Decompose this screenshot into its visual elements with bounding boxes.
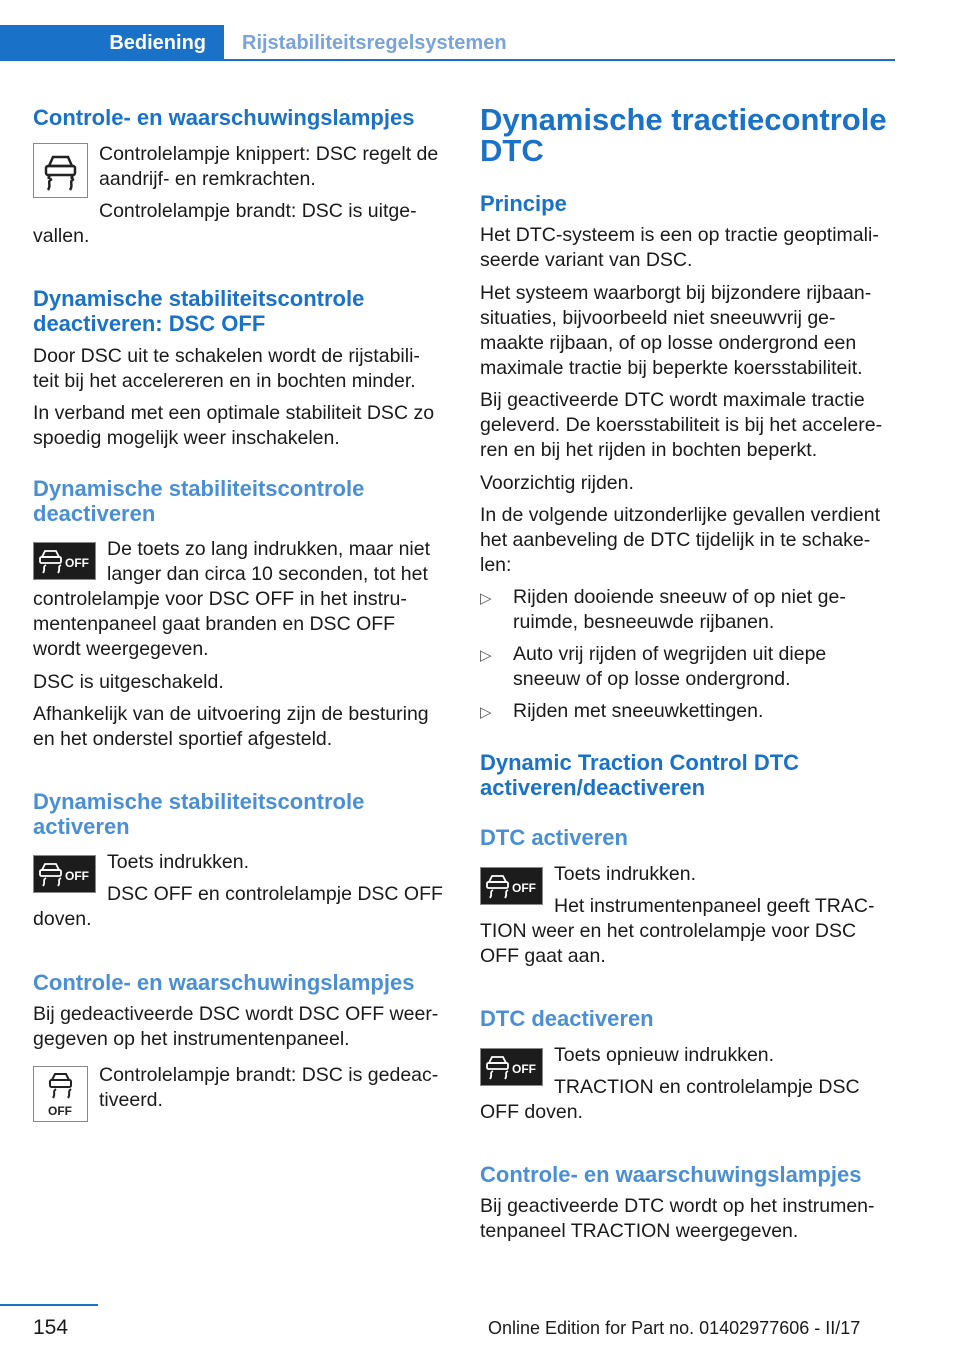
heading-dtc-deactivate: DTC deactiveren	[480, 1006, 654, 1031]
text-dsc-off-shown-2: gegeven op het instrumentenpaneel.	[33, 1028, 350, 1050]
text-exceptions-2: het aanbeveling de DTC tijdelijk in te schake-	[480, 529, 871, 551]
text-press-key-3: controlelampje voor DSC OFF in het instru-	[33, 588, 407, 610]
text-traction-out-1: TRACTION en controlelampje DSC	[554, 1076, 860, 1098]
list-item-1-line-1: Rijden dooiende sneeuw of op niet ge-	[513, 586, 846, 608]
heading-warning-lamps-2: Controle- en waarschuwingslampjes	[33, 970, 415, 995]
footer-divider	[0, 1304, 98, 1306]
section-tab-bediening[interactable]: Bediening	[0, 25, 224, 61]
heading-dtc-activate: DTC activeren	[480, 825, 628, 850]
list-item-2-line-2: sneeuw of op losse ondergrond.	[513, 668, 791, 690]
dsc-off-button-icon	[480, 1048, 543, 1086]
text-press-key-4: mentenpaneel gaat branden en DSC OFF	[33, 613, 396, 635]
text-press-key-1: De toets zo lang indrukken, maar niet	[107, 538, 431, 560]
text-stability-2: spoedig mogelijk weer inschakelen.	[33, 427, 340, 449]
text-dtc-guarantee-1: Het systeem waarborgt bij bijzondere rijbaan-	[480, 282, 872, 304]
list-item-1-line-2: ruimde, besneeuwde rijbanen.	[513, 611, 775, 633]
text-lamp-blinks-2: aandrijf- en remkrachten.	[99, 168, 316, 190]
off-label: OFF	[65, 556, 89, 570]
text-dtc-guarantee-2: situaties, bijvoorbeeld niet sneeuwvrij ge-	[480, 307, 836, 329]
text-dtc-active-2: geleverd. De koersstabiliteit is bij het accelere-	[480, 414, 883, 436]
text-press-key-2: langer dan circa 10 seconden, tot het	[107, 563, 428, 585]
text-traction-shown-3: OFF gaat aan.	[480, 945, 606, 967]
text-dtc-guarantee-4: maximale tractie bij beperkte koersstabiliteit.	[480, 357, 863, 379]
text-dsc-disabled: DSC is uitgeschakeld.	[33, 671, 224, 693]
off-label: OFF	[512, 1062, 536, 1076]
heading-dsc-off-2: deactiveren: DSC OFF	[33, 311, 266, 336]
heading-dsc-deactivate-2: deactiveren	[33, 501, 156, 526]
section-tab-rijstabiliteit[interactable]: Rijstabiliteitsregelsystemen	[242, 31, 507, 54]
heading-dtc-2: DTC	[480, 133, 544, 168]
bullet-icon: ▷	[480, 704, 492, 721]
header-divider	[0, 59, 895, 61]
heading-dsc-activate-2: activeren	[33, 814, 130, 839]
text-lamp-deactivated-1: Controlelampje brandt: DSC is gedeac-	[99, 1064, 439, 1086]
page-header	[0, 25, 895, 61]
heading-warning-lamps: Controle- en waarschuwingslampjes	[33, 105, 415, 130]
text-exceptions-3: len:	[480, 554, 512, 576]
dsc-off-button-icon	[33, 542, 96, 580]
off-label: OFF	[65, 869, 89, 883]
text-dsc-off-1: Door DSC uit te schakelen wordt de rijstabili-	[33, 345, 420, 367]
heading-warning-lamps-3: Controle- en waarschuwingslampjes	[480, 1162, 862, 1187]
text-stability-1: In verband met een optimale stabiliteit DSC zo	[33, 402, 435, 424]
text-lamp-on-1: Controlelampje brandt: DSC is uitge-	[99, 200, 417, 222]
text-lamp-deactivated-2: tiveerd.	[99, 1089, 163, 1111]
heading-dtc-toggle-1: Dynamic Traction Control DTC	[480, 750, 800, 775]
heading-dsc-activate-1: Dynamische stabiliteitscontrole	[33, 789, 365, 814]
off-label: OFF	[512, 881, 536, 895]
text-dtc-system-2: seerde variant van DSC.	[480, 249, 693, 271]
text-dsc-off-shown-1: Bij gedeactiveerde DSC wordt DSC OFF weer-	[33, 1003, 439, 1025]
text-drive-careful: Voorzichtig rijden.	[480, 472, 634, 494]
text-sport-1: Afhankelijk van de uitvoering zijn de besturing	[33, 703, 429, 725]
text-traction-shown-1: Het instrumentenpaneel geeft TRAC-	[554, 895, 875, 917]
text-lamp-on-2: vallen.	[33, 225, 90, 247]
bullet-icon: ▷	[480, 590, 492, 607]
heading-principle: Principe	[480, 191, 567, 216]
text-dtc-active-3: ren en bij het rijden in bochten beperkt.	[480, 439, 818, 461]
dsc-warning-lamp-icon	[33, 143, 88, 198]
text-dtc-guarantee-3: maakte rijbaan, of op losse ondergrond een	[480, 332, 857, 354]
dsc-off-button-icon	[33, 855, 96, 893]
list-item-2-line-1: Auto vrij rijden of wegrijden uit diepe	[513, 643, 827, 665]
text-press-key-5: wordt weergegeven.	[33, 638, 209, 660]
text-exceptions-1: In de volgende uitzonderlijke gevallen verdient	[480, 504, 881, 526]
text-traction-out-2: OFF doven.	[480, 1101, 583, 1123]
text-dtc-press-again: Toets opnieuw indrukken.	[554, 1044, 775, 1066]
list-item-3-line-1: Rijden met sneeuwkettingen.	[513, 700, 764, 722]
off-label: OFF	[48, 1104, 72, 1118]
page-number: 154	[33, 1316, 69, 1339]
text-dsc-off-out-2: doven.	[33, 908, 92, 930]
dsc-off-lamp-icon	[33, 1066, 88, 1122]
text-dtc-press: Toets indrukken.	[554, 863, 696, 885]
edition-note: Online Edition for Part no. 01402977606 - II/17	[488, 1318, 861, 1338]
dsc-off-button-icon	[480, 867, 543, 905]
text-traction-shown-2: TION weer en het controlelampje voor DSC	[480, 920, 857, 942]
text-traction-panel-1: Bij geactiveerde DTC wordt op het instrumen-	[480, 1195, 875, 1217]
text-traction-panel-2: tenpaneel TRACTION weergegeven.	[480, 1220, 799, 1242]
text-dtc-active-1: Bij geactiveerde DTC wordt maximale tractie	[480, 389, 865, 411]
bullet-icon: ▷	[480, 647, 492, 664]
heading-dtc-1: Dynamische tractiecontrole	[480, 102, 887, 137]
text-dtc-system-1: Het DTC-systeem is een op tractie geoptimali-	[480, 224, 879, 246]
heading-dtc-toggle-2: activeren/deactiveren	[480, 775, 706, 800]
text-press-key: Toets indrukken.	[107, 851, 249, 873]
text-dsc-off-out-1: DSC OFF en controlelampje DSC OFF	[107, 883, 443, 905]
heading-dsc-off-1: Dynamische stabiliteitscontrole	[33, 286, 365, 311]
heading-dsc-deactivate-1: Dynamische stabiliteitscontrole	[33, 476, 365, 501]
text-dsc-off-2: teit bij het accelereren en in bochten minder.	[33, 370, 416, 392]
text-lamp-blinks-1: Controlelampje knippert: DSC regelt de	[99, 143, 439, 165]
text-sport-2: en het onderstel sportief afgesteld.	[33, 728, 333, 750]
